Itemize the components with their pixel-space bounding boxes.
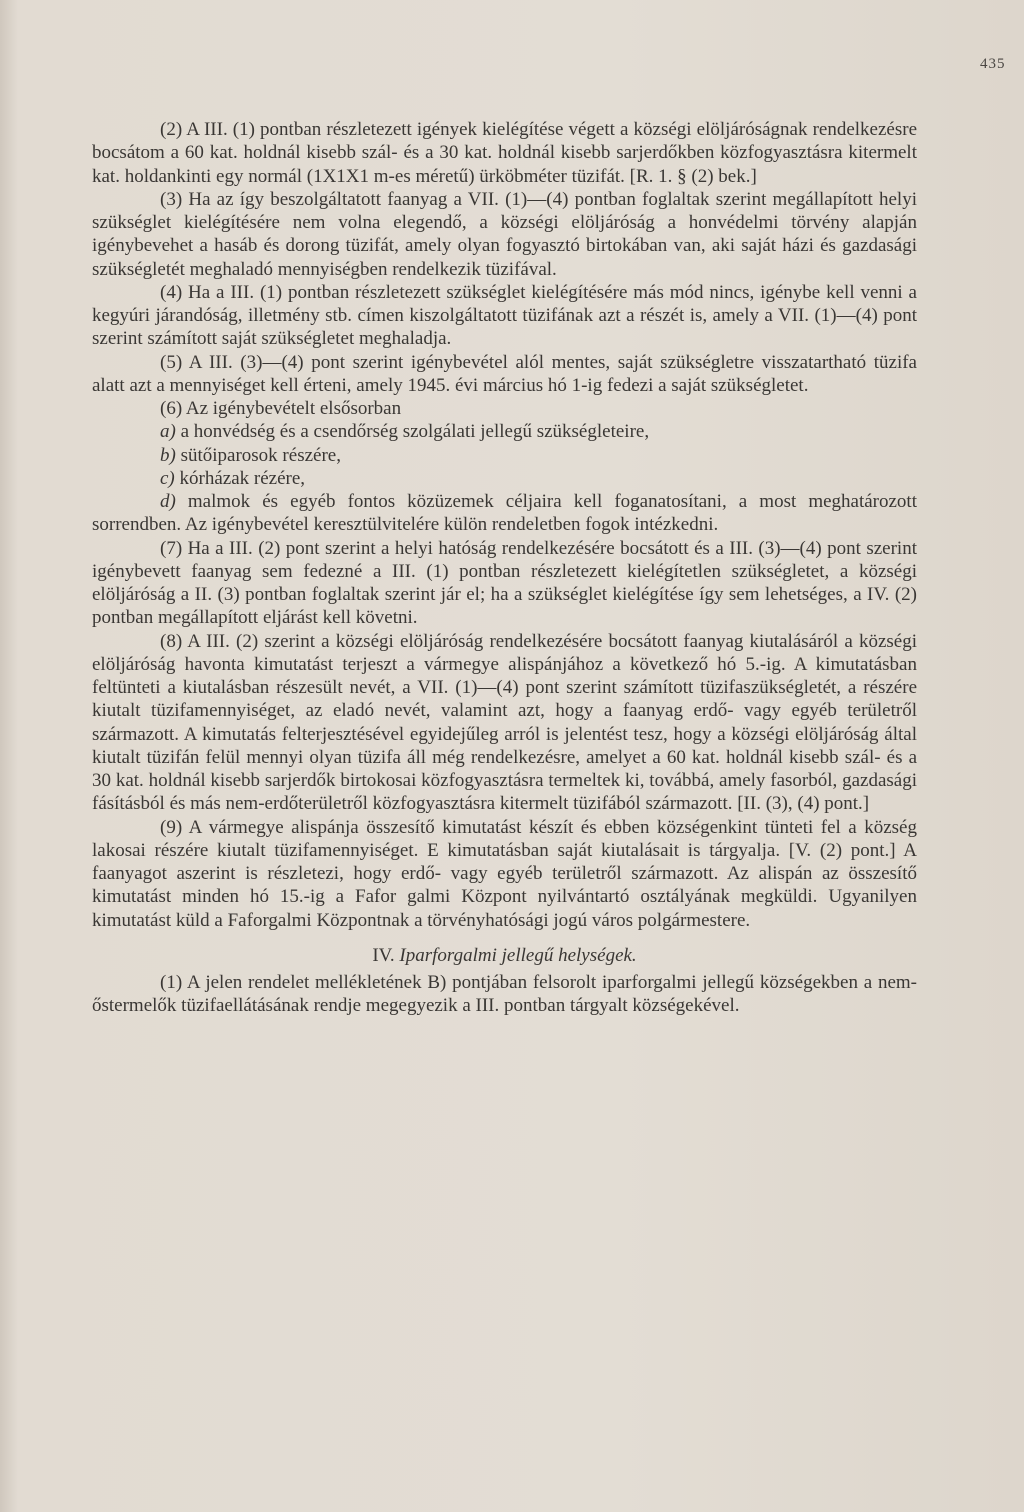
list-item-letter: c) [160, 467, 175, 489]
paragraph-7: (7) Ha a III. (2) pont szerint a helyi hatóság rendelkezésére bocsátott és a III. (3)—(4) pont szerint igénybevett faanyag sem fedezné a III. (1) pontban részletezett kielégítetlen szükségletet, a községi elöljáróság a II. (3) pontban foglaltak szerint jár el; ha a szükséglet kielégítése így sem lehetséges, a IV. (2) pontban megállapított eljárást kell követni. [92, 537, 917, 629]
paragraph-2: (2) A III. (1) pontban részletezett igények kielégítése végett a községi elöljáróságnak rendelkezésre bocsátom a 60 kat. holdnál kisebb szál- és a 30 kat. holdnál kisebb sarjerdőkben közfogyasztásra kitermelt kat. holdankinti egy normál (1X1X1 m-es méretű) ürköbméter tüzifát. [R. 1. § (2) bek.] [92, 119, 917, 187]
section-number: IV. [372, 944, 395, 966]
list-item-text: kórházak rézére, [179, 467, 306, 489]
list-item-c [92, 467, 917, 490]
section-heading [92, 944, 917, 967]
paragraph-iv-1: (1) A jelen rendelet mellékletének B) pontjában felsorolt iparforgalmi jellegű községekben a nem-őstermelők tüzifaellátásának rendje megegyezik a III. pontban tárgyalt községekével. [92, 972, 917, 1017]
document-body [92, 118, 917, 1018]
paragraph-9: (9) A vármegye alispánja összesítő kimutatást készít és ebben községenkint tünteti fel a község lakosai részére kiutalt tüzifamennyiséget. E kimutatásban saját kiutalásait is tárgyalja. [V. (2) pont.] A faanyagot aszerint is részletezi, hogy erdő- vagy egyéb területről származott. Az alispán az összesítő kimutatást minden hó 15.-ig a Fafor galmi Központ nyilvántartó osztályának megküldi. Ugyanilyen kimutatást küld a Faforgalmi Központnak a törvényhatósági jogú város polgármestere. [92, 816, 917, 931]
list-item-a [92, 420, 917, 443]
section-title: Iparforgalmi jellegű helységek. [399, 944, 637, 966]
list-item-d [92, 490, 917, 537]
list-item-text: sütőiparosok részére, [180, 444, 341, 466]
paragraph-8: (8) A III. (2) szerint a községi elöljáróság rendelkezésére bocsátott faanyag kiutalásáról a községi elöljáróság havonta kimutatást terjeszt a vármegye alispánjához a következő hó 5.-ig. A kimutatásban feltünteti a kiutalásban részesült nevét, a VII. (1)—(4) pont szerint számított tüzifaszükségletét, a részére kiutalt tüzifamennyiséget, az eladó nevét, valamint azt, hogy a faanyag erdő- vagy egyéb területről származott. A kimutatás felterjesztésével egyidejűleg arról is jelentést tesz, hogy a községi elöljáróság által kiutalt tüzifán felül mennyi olyan tüzifa áll még rendelkezésre, amelyet a 60 kat. holdnál kisebb szál- és a 30 kat. holdnál kisebb sarjerdők birtokosai közfogyasztásra termeltek ki, továbbá, amely fasorból, gazdasági fásításból és más nem-erdőterületről közfogyasztásra kitermelt tüzifából származott. [II. (3), (4) pont.] [92, 630, 917, 815]
list-item-letter: d) [160, 491, 176, 512]
page-number: 435 [980, 56, 1006, 72]
list-item-letter: a) [160, 421, 176, 443]
list-item-text: a honvédség és a csendőrség szolgálati jellegű szükségleteire, [180, 421, 650, 443]
list-item-letter: b) [160, 444, 176, 466]
paragraph-5: (5) A III. (3)—(4) pont szerint igénybevétel alól mentes, saját szükségletre visszatartható tüzifa alatt azt a mennyiséget kell érteni, amely 1945. évi március hó 1-ig fedezi a saját szükségletet. [92, 351, 917, 396]
paragraph-3: (3) Ha az így beszolgáltatott faanyag a VII. (1)—(4) pontban foglaltak szerint megállapított helyi szükséglet kielégítésére nem volna elegendő, a községi elöljáróság a honvédelmi törvény alapján igénybevehet a hasáb és dorong tüzifát, amely olyan fogyasztó birtokában van, aki saját házi és gazdasági szükségletét meghaladó mennyiségben rendelkezik tüzifával. [92, 188, 917, 280]
paragraph-4: (4) Ha a III. (1) pontban részletezett szükséglet kielégítésére más mód nincs, igénybe kell venni a kegyúri járandóság, illetmény stb. címen kiszolgáltatott tüzifának azt a részét is, amely a VII. (1)—(4) pont szerint számított saját szükségletet meghaladja. [92, 281, 917, 350]
paragraph-6: (6) Az igénybevételt elsősorban [160, 398, 402, 419]
list-item-b [92, 444, 917, 467]
list-item-text: malmok és egyéb fontos közüzemek céljaira kell foganatosítani, a most meghatározott sorrendben. Az igénybevétel keresztülvitelére külön rendeletben fogok intézkedni. [92, 491, 917, 536]
